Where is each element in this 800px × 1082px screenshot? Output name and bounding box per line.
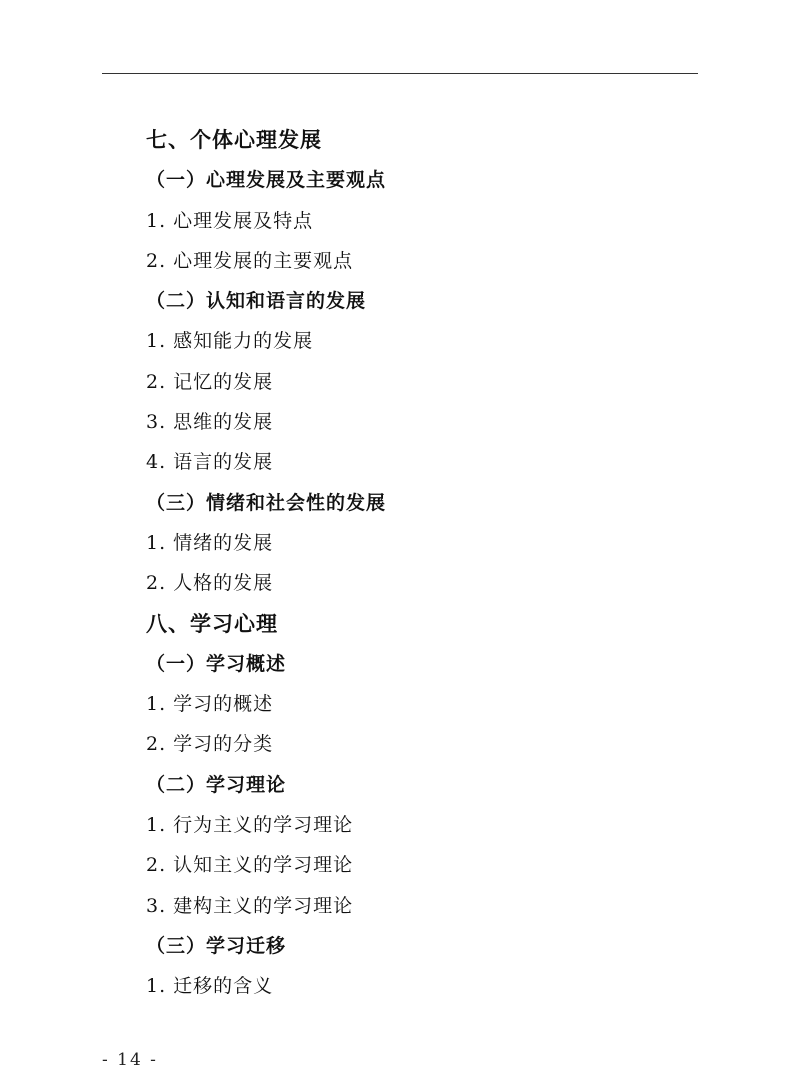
outline-item: 3. 思维的发展	[146, 411, 274, 434]
outline-item: 2. 认知主义的学习理论	[146, 854, 354, 877]
outline-item: 1. 心理发展及特点	[146, 209, 314, 232]
outline-item: 1. 感知能力的发展	[146, 330, 314, 353]
outline-item: 2. 记忆的发展	[146, 370, 274, 393]
outline-item: 1. 行为主义的学习理论	[146, 814, 354, 837]
header-rule	[102, 73, 698, 74]
section-heading: 八、学习心理	[146, 610, 278, 636]
outline-content	[146, 120, 706, 1007]
outline-item: 2. 人格的发展	[146, 572, 274, 595]
outline-item: 1. 学习的概述	[146, 693, 274, 716]
outline-item: 3. 建构主义的学习理论	[146, 894, 354, 917]
subsection-heading: （一）心理发展及主要观点	[146, 169, 387, 192]
subsection-heading: （三）情绪和社会性的发展	[146, 491, 387, 514]
outline-item: 4. 语言的发展	[146, 451, 274, 474]
outline-item: 2. 心理发展的主要观点	[146, 249, 354, 272]
subsection-heading: （一）学习概述	[146, 652, 287, 675]
subsection-heading: （三）学习迁移	[146, 934, 287, 957]
page-number: - 14 -	[102, 1050, 158, 1070]
outline-item: 1. 迁移的含义	[146, 975, 274, 998]
subsection-heading: （二）认知和语言的发展	[146, 290, 367, 313]
outline-item: 2. 学习的分类	[146, 733, 274, 756]
section-heading: 七、个体心理发展	[146, 127, 322, 152]
outline-item: 1. 情绪的发展	[146, 531, 274, 554]
subsection-heading: （二）学习理论	[146, 773, 287, 796]
